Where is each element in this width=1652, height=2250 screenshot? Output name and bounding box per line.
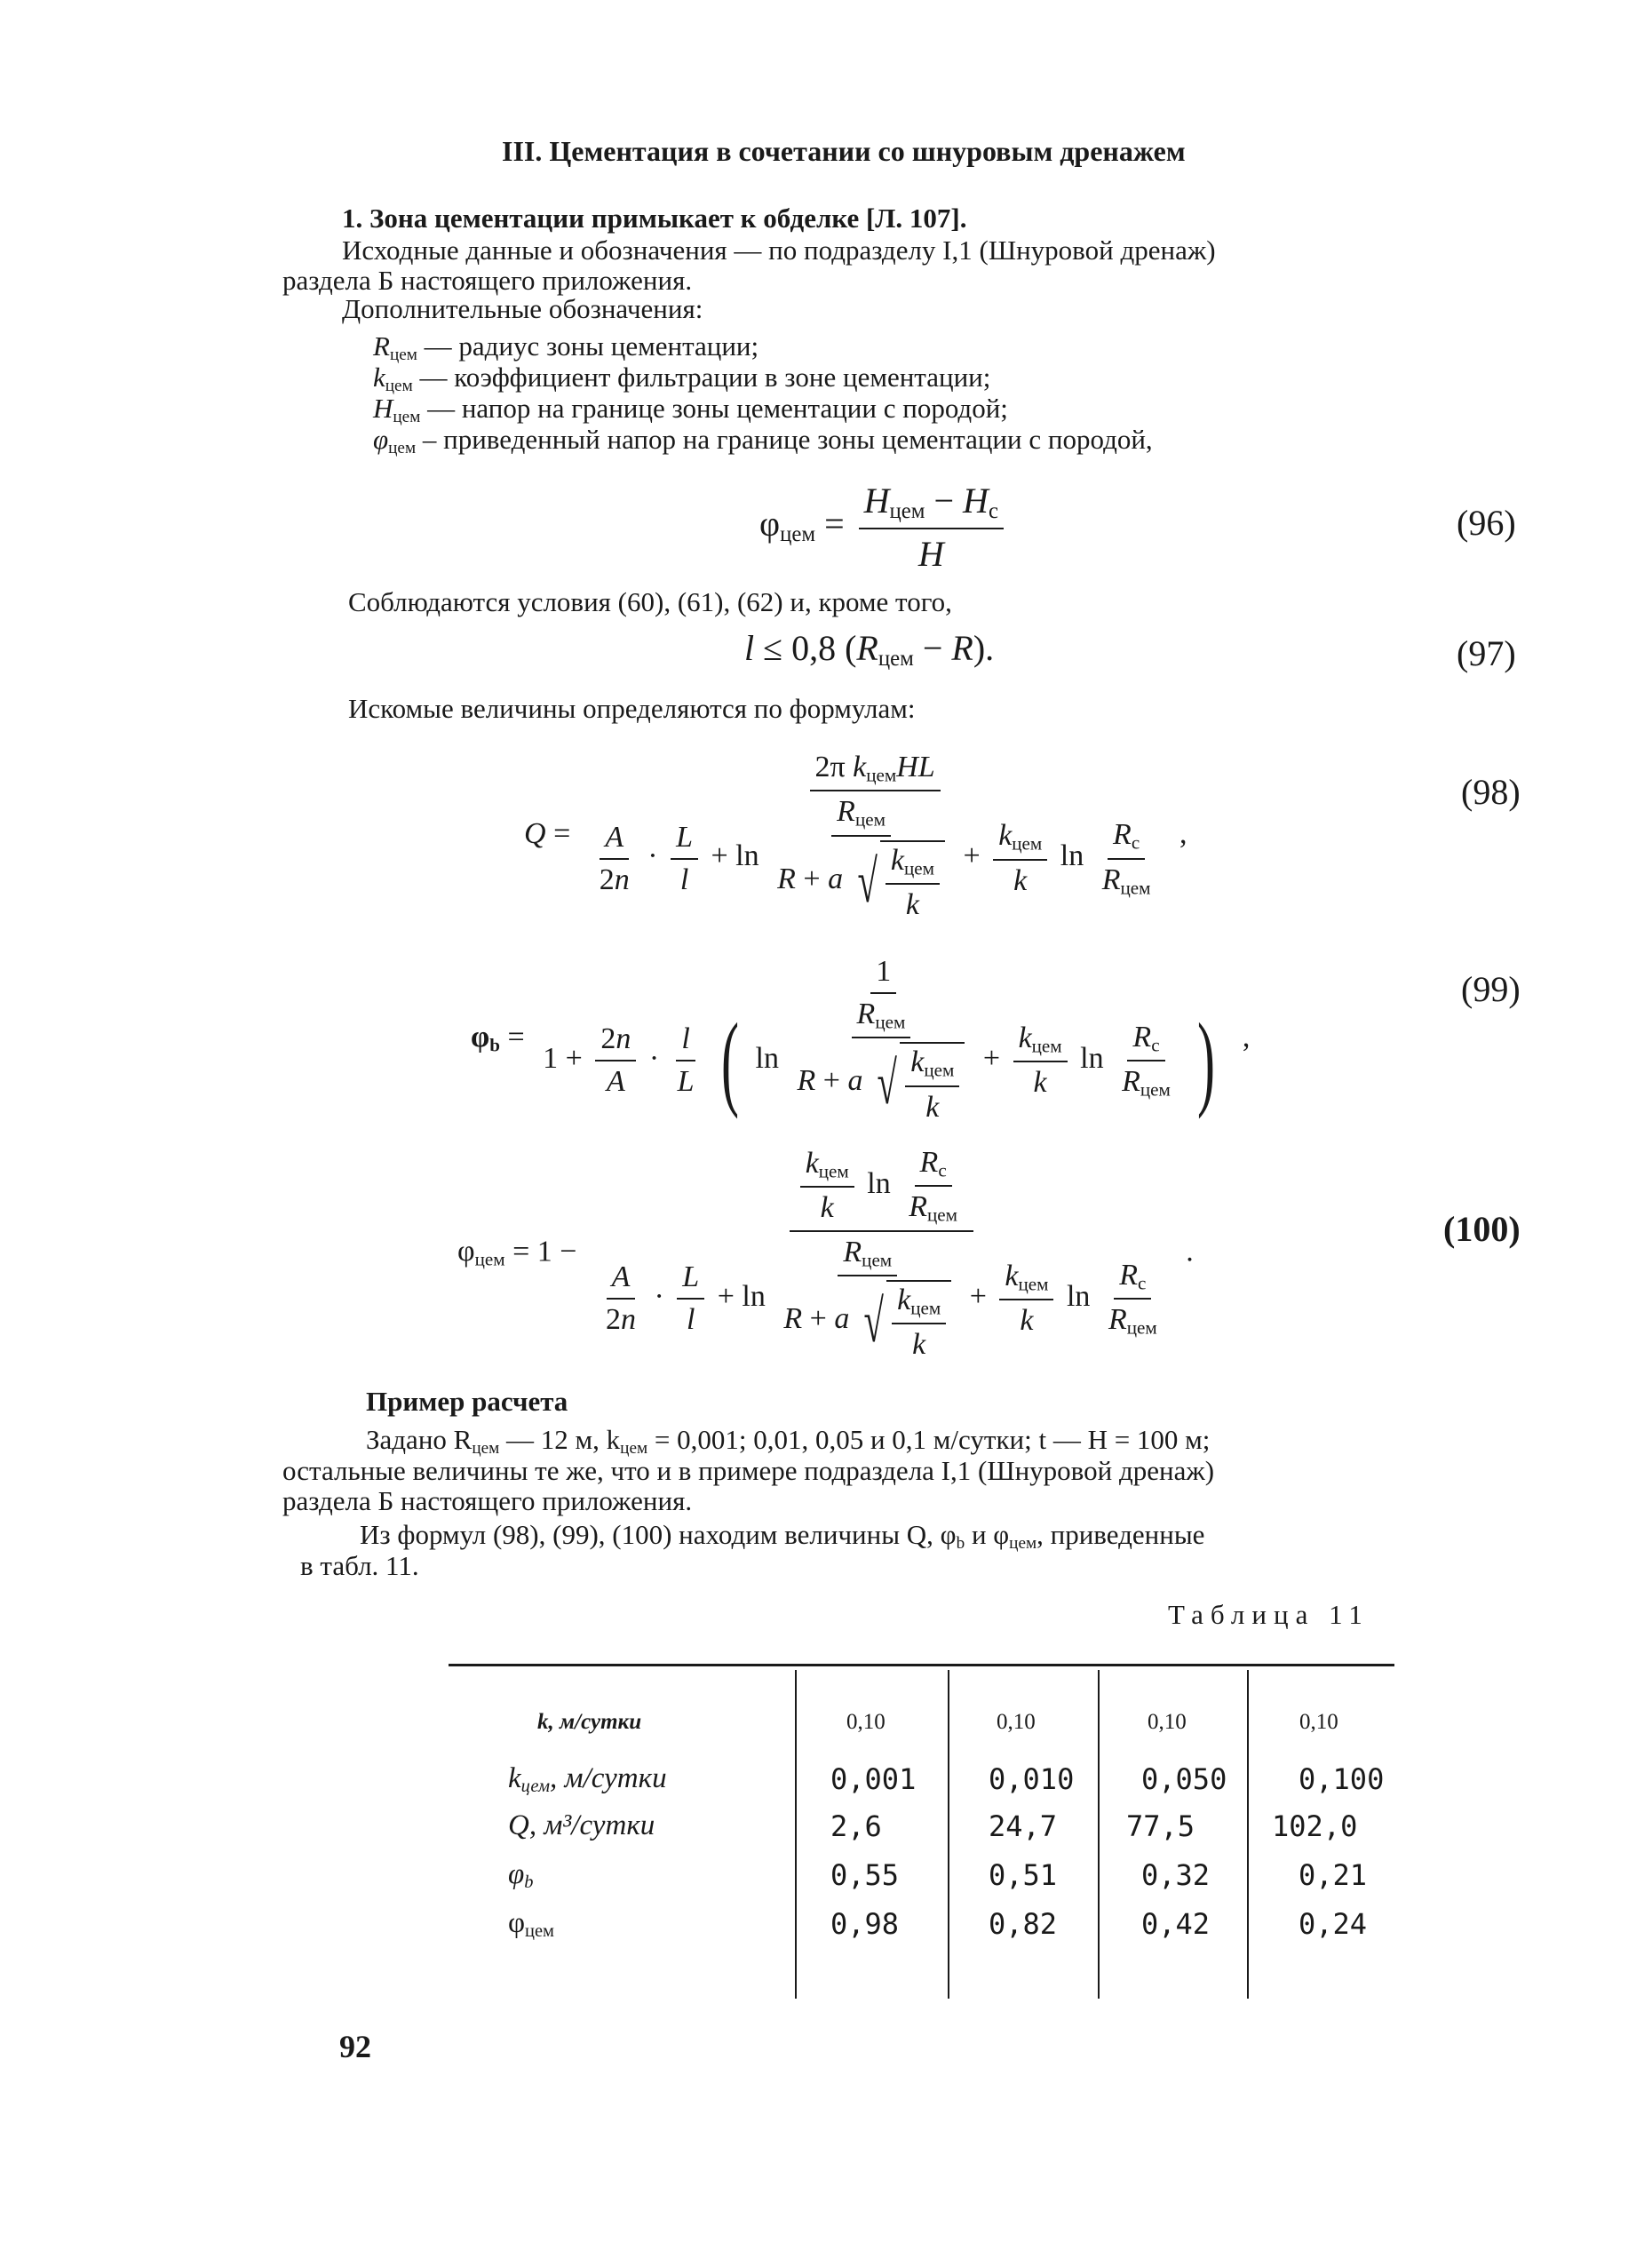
- table-cell: 0,32: [1141, 1858, 1211, 1892]
- table-cell: 0,010: [989, 1762, 1075, 1796]
- table-header-label: k, м/сутки: [537, 1710, 642, 1734]
- table-cell: 0,98: [830, 1907, 900, 1941]
- table-header-value: 0,10: [997, 1710, 1036, 1734]
- eq-number-99: (99): [1461, 969, 1521, 1009]
- table-col-rule-3: [1098, 1670, 1100, 1999]
- table-cell: 0,001: [830, 1762, 917, 1796]
- example-line-3: раздела Б настоящего приложения.: [282, 1485, 693, 1516]
- table-cell: 0,42: [1141, 1907, 1211, 1941]
- table-cell: 2,6: [830, 1809, 882, 1843]
- example-line-5: в табл. 11.: [300, 1550, 419, 1581]
- table-row-label: $k_{цем}$, м/сутки: [508, 1762, 667, 1797]
- eq-number-97: (97): [1457, 633, 1516, 673]
- table-cell: 0,21: [1299, 1858, 1368, 1892]
- equation-97: l ≤ 0,8 $(R_{цем} - R)$.: [744, 628, 995, 672]
- item1-heading: 1. Зона цементации примыкает к обделке [Л. 107].: [342, 203, 967, 234]
- table-col-rule-1: [795, 1670, 797, 1999]
- example-line-1: Задано $R_{цем}$ — 12 м, $k_{цем} = 0,001$; 0,01, 0,05 и 0,1 м/сутки; t — H = 100 м;: [366, 1424, 1211, 1458]
- table-header-value: 0,10: [1148, 1710, 1187, 1734]
- example-line-4: Из формул (98), (99), (100) находим величины Q, $\varphi_b$ и $\varphi_{цем}$, приведенные: [360, 1519, 1205, 1553]
- table-cell: 24,7: [989, 1809, 1058, 1843]
- def-phi-cem: $\varphi_{цем}$ – приведенный напор на границе зоны цементации с породой,: [373, 424, 1153, 457]
- table-header-value: 0,10: [1299, 1710, 1338, 1734]
- page-number: 92: [339, 2029, 371, 2064]
- example-title: Пример расчета: [366, 1386, 568, 1417]
- def-h-cem: $H_{цем}$ — напор на границе зоны цементации с породой;: [373, 393, 1008, 426]
- def-k-cem: $k_{цем}$ — коэффициент фильтрации в зоне цементации;: [373, 362, 991, 395]
- table-row-label: $\varphi_{цем}$: [508, 1907, 554, 1942]
- table-header-value: 0,10: [846, 1710, 886, 1734]
- equation-98: Q = 2π $k_{цем}HL$ $\frac{A}{2n}$ · $\frac{L}{l}$ + ln $R_{цем}$ R + a √ $\frac{k_{цем}}{k}$ + $\frac{k_{цем}}{k}$ ln $\frac{R_c}{R_{цем}}$ ,: [524, 751, 1187, 921]
- table-caption: Таблица 11: [1168, 1599, 1370, 1630]
- table-cell: 0,24: [1299, 1907, 1368, 1941]
- sought-text: Искомые величины определяются по формулам:: [348, 693, 916, 724]
- equation-100: $\varphi_{цем} = 1$ − $\frac{k_{цем}}{k}$ ln $\frac{R_c}{R_{цем}}$ $\frac{A}{2n}$ · $\frac{L}{l}$ + ln $R_{цем}$ R + a √ $\frac{k_{цем}}{k}$ + $\frac{k_{цем}}{k}$ ln $\frac{R_c}{R_{цем}}$ .: [457, 1146, 1194, 1362]
- intro-line-2: раздела Б настоящего приложения.: [282, 265, 693, 296]
- table-cell: 0,100: [1299, 1762, 1385, 1796]
- table-col-rule-4: [1247, 1670, 1249, 1999]
- example-line-2: остальные величины те же, что и в примере подраздела I,1 (Шнуровой дренаж): [282, 1455, 1215, 1486]
- intro-line-1: Исходные данные и обозначения — по подразделу I,1 (Шнуровой дренаж): [342, 235, 1216, 266]
- additional-label: Дополнительные обозначения:: [342, 293, 703, 324]
- table-top-rule: [449, 1664, 1394, 1666]
- table-cell: 77,5: [1126, 1809, 1195, 1843]
- table-cell: 0,55: [830, 1858, 900, 1892]
- conditions-text: Соблюдаются условия (60), (61), (62) и, кроме того,: [348, 586, 952, 617]
- equation-96: $\varphi_{цем}$ = $\frac{H_{цем} - H_c}{H}$: [759, 480, 1009, 575]
- table-row-label: $\varphi_b$: [508, 1858, 534, 1893]
- table-row-label: Q, м³/сутки: [508, 1809, 655, 1841]
- eq-number-100: (100): [1443, 1209, 1521, 1249]
- section-title: III. Цементация в сочетании со шнуровым дренажем: [502, 135, 1186, 167]
- equation-99: $\varphi_b$ = 1 1 + $\frac{2n}{A}$ · $\frac{l}{L}$ ( ln $R_{цем}$ R + a √ $\frac{k_{цем}}{k}$ + $\frac{k_{цем}}{k}$ ln $\frac{R_c}{R_{цем}}$ ) ,: [471, 955, 1251, 1124]
- table-cell: 0,050: [1141, 1762, 1227, 1796]
- table-cell: 102,0: [1272, 1809, 1358, 1843]
- eq-number-98: (98): [1461, 772, 1521, 812]
- table-col-rule-2: [948, 1670, 949, 1999]
- table-cell: 0,51: [989, 1858, 1058, 1892]
- def-r-cem: $R_{цем}$ — радиус зоны цементации;: [373, 330, 759, 364]
- table-cell: 0,82: [989, 1907, 1058, 1941]
- eq-number-96: (96): [1457, 503, 1516, 543]
